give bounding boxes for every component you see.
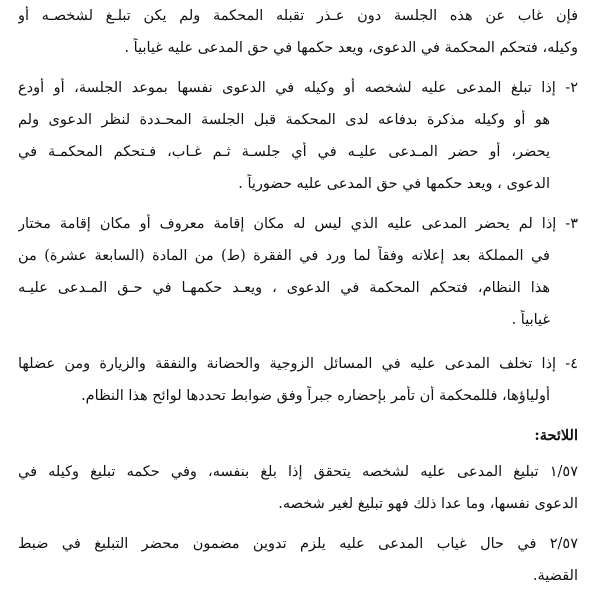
reg-57-2-line-1: ٢/٥٧ في حال غياب المدعى عليه يلزم تدوين مضمون محضر التبليغ في ضبط [18,536,578,552]
intro-line-2: وكيله، فتحكم المحكمة في الدعوى، ويعد حكمها في حق المدعى عليه غيابياً . [124,40,578,56]
regulation-heading: اللائحة: [534,427,578,444]
item-2-line-1: ٢- إذا تبلغ المدعى عليه لشخصه أو وكيله في الدعوى نفسها بموعد الجلسة، أو أودع [18,80,578,96]
reg-57-1-line-1: ١/٥٧ تبليغ المدعى عليه لشخصه يتحقق إذا بلغ بنفسه، وفي حكمه تبليغ وكيله في [18,464,578,480]
item-2-line-3: يحضر، أو حضر المـدعى عليـه في أي جلسـة ثـم غـاب، فـتحكم المحكمـة في [18,144,550,160]
item-3-line-1: ٣- إذا لم يحضر المدعى عليه الذي ليس له مكان إقامة معروف أو مكان إقامة مختار [18,216,578,232]
item-2-line-2: هو أو وكيله مذكرة بدفاعه لدى المحكمة قبل الجلسة المحـددة لنظر الدعوى ولم [18,112,550,128]
item-3-line-3: هذا النظام، فتحكم المحكمة في الدعوى ، ويعـد حكمهـا في حـق المـدعى عليـه [18,280,550,296]
item-4-line-1: ٤- إذا تخلف المدعى عليه في المسائل الزوجية والحضانة والنفقة والزيارة ومن عضلها [18,356,578,372]
item-3-line-4: غيابياً . [511,312,550,328]
item-4-line-2: أولياؤها، فللمحكمة أن تأمر بإحضاره جبراً وفق ضوابط تحددها لوائح هذا النظام. [81,388,550,404]
intro-line-1: فإن غاب عن هذه الجلسة دون عـذر تقبله المحكمة ولم يكن تبلـغ لشخصـه أو [18,8,578,24]
reg-57-2-line-2: القضية. [532,568,578,584]
item-2-line-4: الدعوى ، ويعد حكمها في حق المدعى عليه حضورياً . [238,176,550,192]
item-3-line-2: في المملكة بعد إعلانه وفقاً لما ورد في الفقرة (ط) من المادة (السابعة عشرة) من [18,248,550,264]
reg-57-1-line-2: الدعوى نفسها، وما عدا ذلك فهو تبليغ لغير شخصه. [278,496,578,512]
